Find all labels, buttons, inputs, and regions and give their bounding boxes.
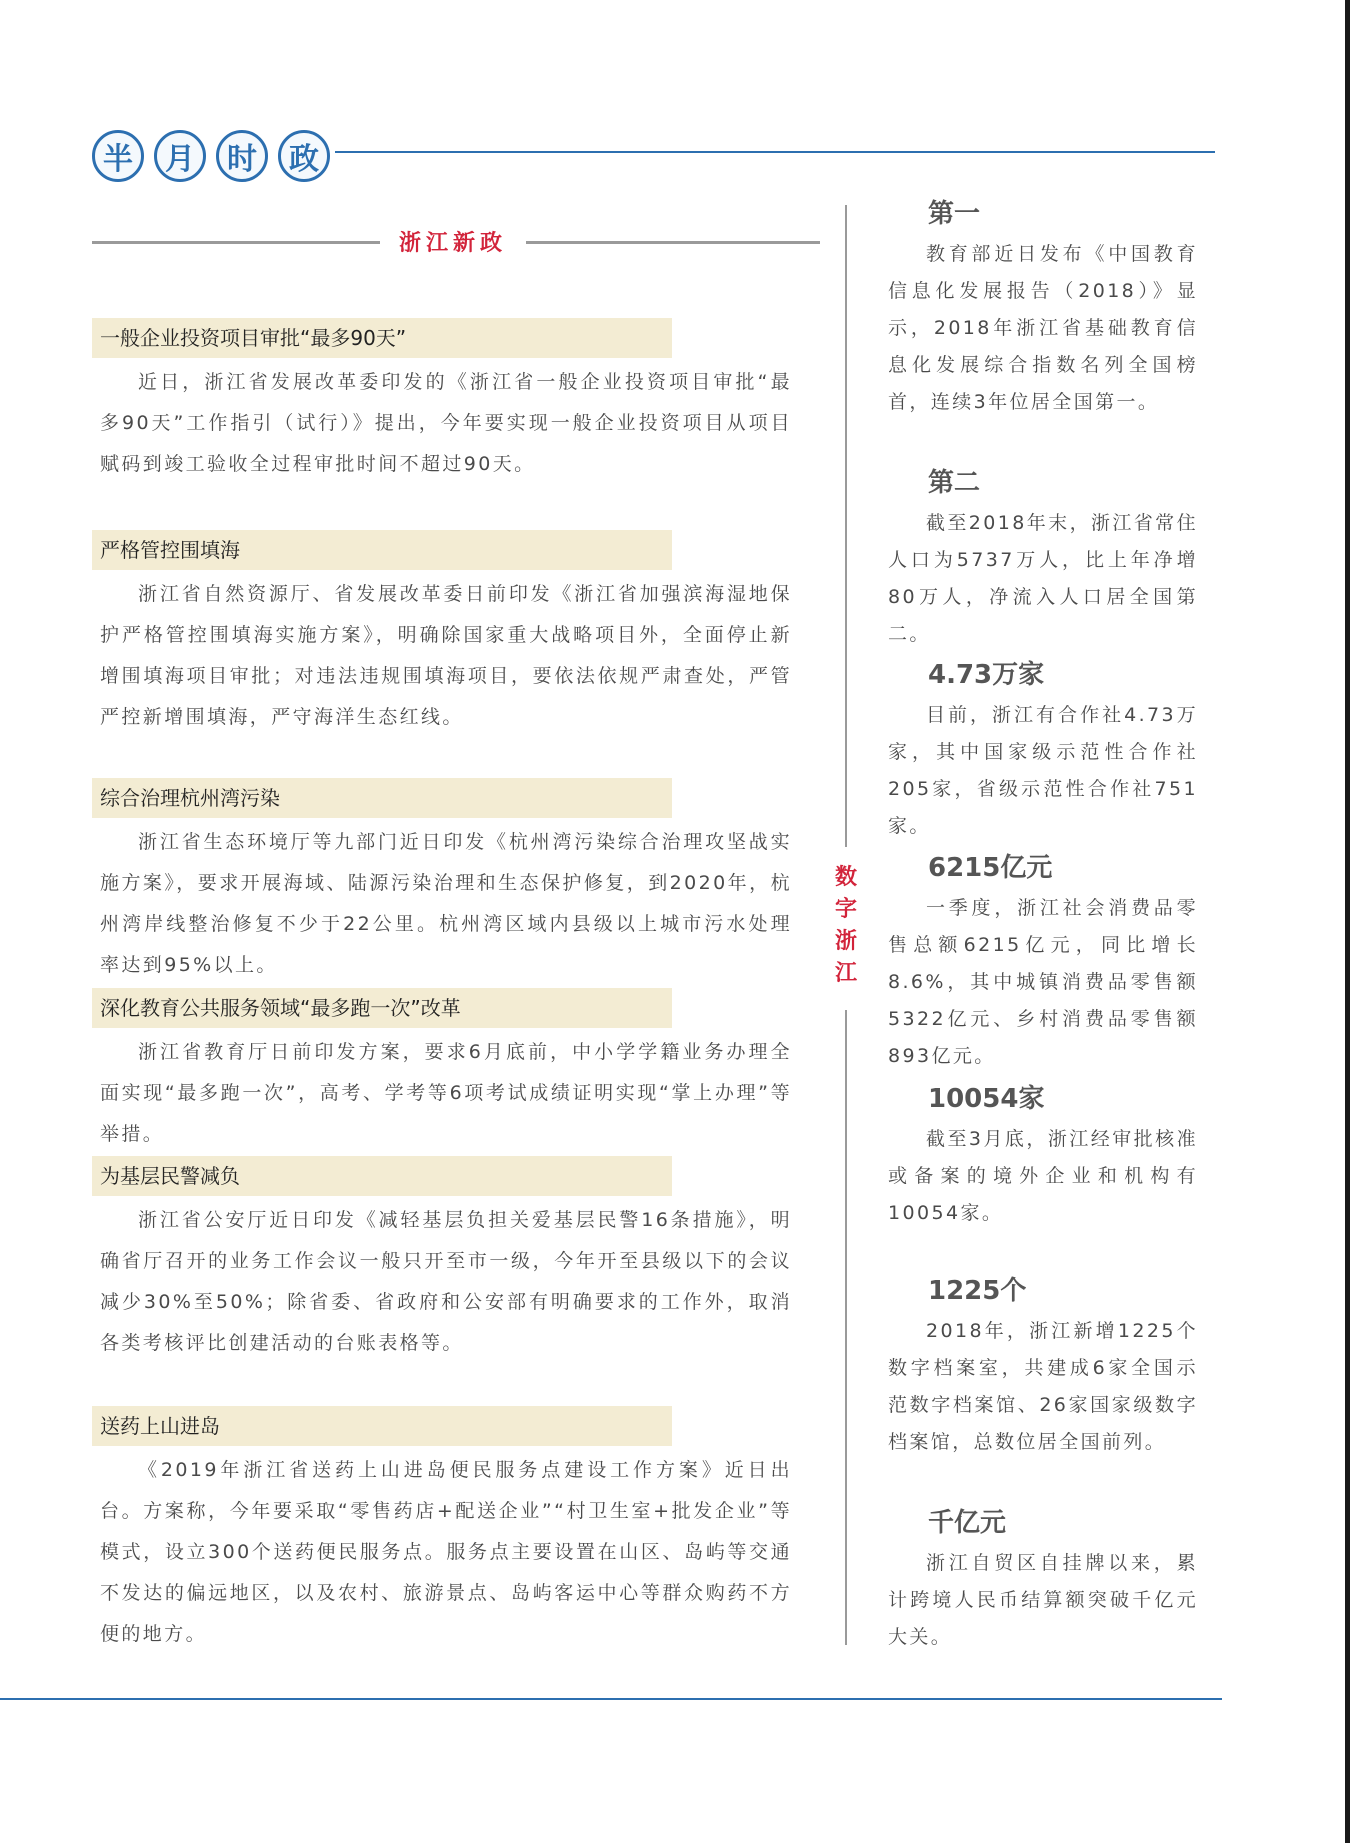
masthead-char: 半 xyxy=(92,130,144,182)
article-body: 浙江省教育厅日前印发方案，要求6月底前，中小学学籍业务办理全面实现“最多跑一次”，高考、学考等6项考试成绩证明实现“掌上办理”等举措。 xyxy=(100,1041,792,1145)
column-divider-bottom xyxy=(845,1010,847,1645)
article-heading: 送药上山进岛 xyxy=(92,1406,672,1446)
stat-item xyxy=(888,196,1198,421)
stat-item xyxy=(888,850,1198,1075)
stat-body: 截至3月底，浙江经审批核准或备案的境外企业和机构有10054家。 xyxy=(888,1128,1198,1224)
article-heading: 综合治理杭州湾污染 xyxy=(92,778,672,818)
section-title: 浙江新政 xyxy=(398,231,507,256)
stat-title: 第二 xyxy=(928,468,981,498)
vertical-label-char: 浙 xyxy=(834,929,857,954)
stat-body: 教育部近日发布《中国教育信息化发展报告（2018）》显示，2018年浙江省基础教育信息化发展综合指数名列全国榜首，连续3年位居全国第一。 xyxy=(888,243,1198,413)
stat-title: 10054家 xyxy=(928,1084,1045,1114)
stat-body: 浙江自贸区自挂牌以来，累计跨境人民币结算额突破千亿元大关。 xyxy=(888,1552,1198,1648)
column-divider-top xyxy=(845,205,847,847)
article xyxy=(92,318,792,485)
article-body: 《2019年浙江省送药上山进岛便民服务点建设工作方案》近日出台。方案称，今年要采取“零售药店+配送企业”“村卫生室+批发企业”等模式，设立300个送药便民服务点。服务点主要设置在山区、岛屿等交通不发达的偏远地区，以及农村、旅游景点、岛屿客运中心等群众购药不方便的地方。 xyxy=(100,1459,792,1645)
masthead-char: 月 xyxy=(154,130,206,182)
article-body: 浙江省生态环境厅等九部门近日印发《杭州湾污染综合治理攻坚战实施方案》，要求开展海域、陆源污染治理和生态保护修复，到2020年，杭州湾岸线整治修复不少于22公里。杭州湾区域内县级以上城市污水处理率达到95%以上。 xyxy=(100,831,792,976)
section-rule-right xyxy=(526,241,820,244)
article xyxy=(92,778,792,986)
stat-body: 目前，浙江有合作社4.73万家，其中国家级示范性合作社205家，省级示范性合作社751家。 xyxy=(888,704,1198,837)
article-heading: 为基层民警减负 xyxy=(92,1156,672,1196)
masthead xyxy=(92,130,340,182)
masthead-char: 时 xyxy=(216,130,268,182)
stat-title: 千亿元 xyxy=(928,1508,1007,1538)
header-rule xyxy=(335,151,1215,153)
stat-title: 6215亿元 xyxy=(928,853,1053,883)
article xyxy=(92,530,792,738)
article xyxy=(92,1156,792,1364)
stat-body: 截至2018年末，浙江省常住人口为5737万人，比上年净增80万人，净流入人口居全国第二。 xyxy=(888,512,1198,645)
stat-item xyxy=(888,1505,1198,1656)
stat-item xyxy=(888,657,1198,845)
masthead-char: 政 xyxy=(278,130,330,182)
footer-rule xyxy=(0,1698,1222,1700)
article xyxy=(92,988,792,1155)
vertical-label-char: 字 xyxy=(834,897,857,922)
stat-item xyxy=(888,1081,1198,1232)
stat-title: 1225个 xyxy=(928,1276,1027,1306)
article-body: 浙江省自然资源厅、省发展改革委日前印发《浙江省加强滨海湿地保护严格管控围填海实施方案》，明确除国家重大战略项目外，全面停止新增围填海项目审批；对违法违规围填海项目，要依法依规严肃查处，严管严控新增围填海，严守海洋生态红线。 xyxy=(100,583,792,728)
section-rule-left xyxy=(92,241,380,244)
article-heading: 一般企业投资项目审批“最多90天” xyxy=(92,318,672,358)
article xyxy=(92,1406,792,1655)
page-edge-bar xyxy=(1345,0,1350,1843)
article-heading: 深化教育公共服务领域“最多跑一次”改革 xyxy=(92,988,672,1028)
stat-item xyxy=(888,1273,1198,1461)
stat-body: 一季度，浙江社会消费品零售总额6215亿元，同比增长8.6%，其中城镇消费品零售额5322亿元、乡村消费品零售额893亿元。 xyxy=(888,897,1198,1067)
article-body: 近日，浙江省发展改革委印发的《浙江省一般企业投资项目审批“最多90天”工作指引（试行）》提出，今年要实现一般企业投资项目从项目赋码到竣工验收全过程审批时间不超过90天。 xyxy=(100,371,792,475)
stat-body: 2018年，浙江新增1225个数字档案室，共建成6家全国示范数字档案馆、26家国家级数字档案馆，总数位居全国前列。 xyxy=(888,1320,1198,1453)
article-body: 浙江省公安厅近日印发《减轻基层负担关爱基层民警16条措施》，明确省厅召开的业务工作会议一般只开至市一级，今年开至县级以下的会议减少30%至50%；除省委、省政府和公安部有明确要求的工作外，取消各类考核评比创建活动的台账表格等。 xyxy=(100,1209,792,1354)
stat-title: 第一 xyxy=(928,199,981,229)
vertical-label-char: 江 xyxy=(834,961,857,986)
stat-item xyxy=(888,465,1198,653)
vertical-label xyxy=(830,862,862,990)
vertical-label-char: 数 xyxy=(834,865,857,890)
article-heading: 严格管控围填海 xyxy=(92,530,672,570)
stat-title: 4.73万家 xyxy=(928,660,1045,690)
